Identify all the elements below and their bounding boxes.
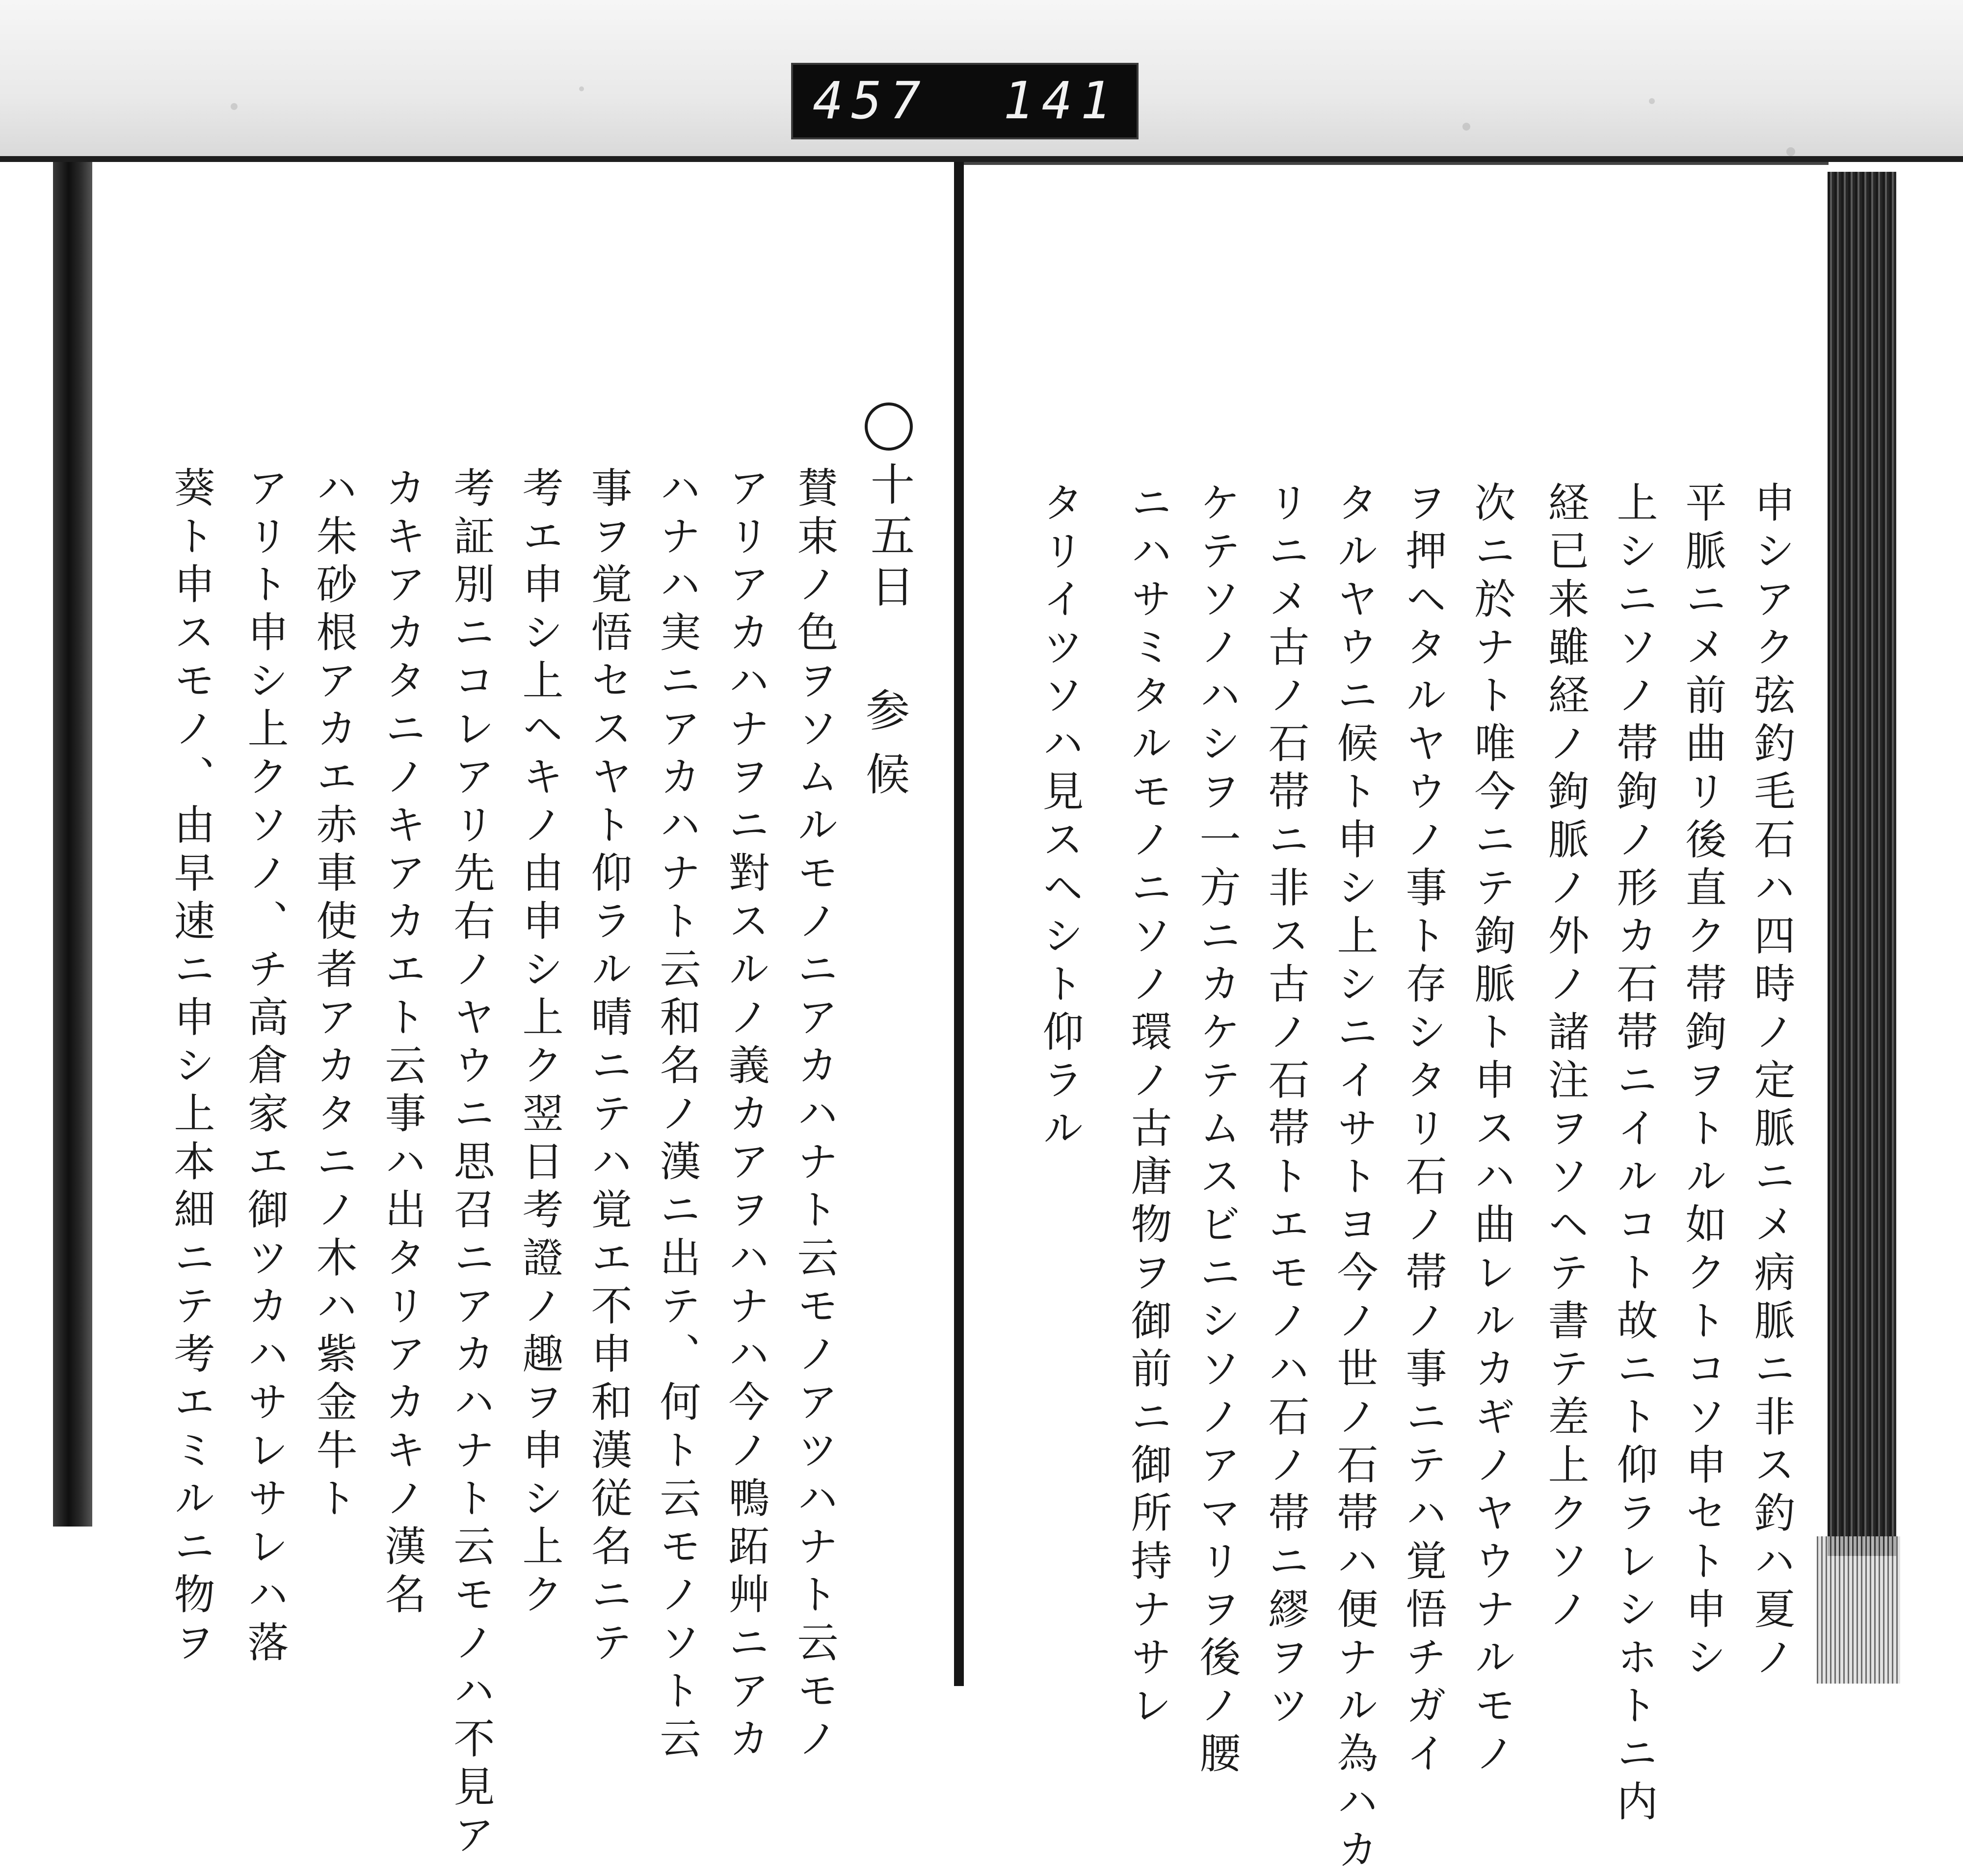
left-page-column: 賛束ノ色ヲソムルモノニアカハナト云モノアツハナト云モノ	[791, 466, 839, 1765]
right-page-column: 申シアク弦釣毛石ハ四時ノ定脈ニメ病脈ニ非ス釣ハ夏ノ	[1748, 481, 1796, 1684]
speck	[231, 103, 238, 110]
book-gutter	[954, 162, 964, 1686]
entry-heading: 参候	[858, 687, 909, 815]
right-page-column: ヲ押ヘタルヤウノ事ト存シタリ石ノ帯ノ事ニテハ覚悟チガイ	[1399, 481, 1447, 1780]
page-top-edge	[0, 156, 1963, 162]
right-page-column: 上シニソノ帯鉤ノ形カ石帯ニイルコト故ニト仰ラレシホトニ内	[1610, 481, 1658, 1828]
circle-mark	[865, 402, 913, 451]
right-page-column: 経已来雖経ノ鉤脈ノ外ノ諸注ヲソヘテ書テ差上クソノ	[1541, 481, 1590, 1635]
speck	[1462, 123, 1470, 131]
left-page-column: 葵ト申スモノ、由早速ニ申シ上本細ニテ考エミルニ物ヲ	[167, 466, 215, 1669]
left-page-column: 事ヲ覚悟セスヤト仰ラル晴ニテハ覚エ不申和漢従名ニテ	[584, 466, 633, 1669]
left-page-column: ハ朱砂根アカエ赤車使者アカタニノ木ハ紫金牛ト	[310, 466, 358, 1525]
right-page-column: 平脈ニメ前曲リ後直ク帯鉤ヲトル如クトコソ申セト申シ	[1679, 481, 1727, 1684]
left-page-column: アリアカハナヲニ對スルノ義カアヲハナハ今ノ鴨跖艸ニアカ	[722, 466, 770, 1765]
left-page-column: 考証別ニコレアリ先右ノヤウニ思召ニアカハナト云モノハ不見ア	[447, 466, 495, 1861]
speck	[1786, 147, 1795, 156]
right-page-column: タリイツソハ見スヘシト仰ラル	[1036, 481, 1084, 1154]
left-page-edge	[53, 162, 92, 1527]
left-page-column: ハナハ実ニアカハナト云和名ノ漢ニ出テ、何ト云モノソト云	[653, 466, 701, 1765]
left-page-column: アリト申シ上クソノ、チ高倉家エ御ツカハサレサレハ落	[241, 466, 289, 1669]
catalog-number-left: 457	[813, 71, 928, 131]
catalog-number-right: 141	[1003, 71, 1119, 131]
right-page-edge-tail	[1817, 1536, 1900, 1684]
entry-date: 十五日	[863, 461, 914, 615]
right-page-top-rule	[964, 162, 1829, 165]
right-page-edge	[1828, 172, 1896, 1556]
right-page-column: 次ニ於ナト唯今ニテ鉤脈ト申スハ曲レルカギノヤウナルモノ	[1468, 481, 1516, 1780]
right-page-column: ケテソノハシヲ一方ニカケテムスビニシソノアマリヲ後ノ腰	[1193, 481, 1241, 1780]
left-page-column: カキアカタニノキアカエト云事ハ出タリアカキノ漢名	[378, 466, 426, 1621]
right-page-column: タルヤウニ候ト申シ上シニイサトヨ今ノ世ノ石帯ハ便ナル為ハカ	[1330, 481, 1379, 1876]
right-page-column: リニメ古ノ石帯ニ非ス古ノ石帯トエモノハ石ノ帯ニ繆ヲツ	[1262, 481, 1310, 1732]
speck	[579, 86, 584, 91]
right-page-column: ニハサミタルモノニソノ環ノ古唐物ヲ御前ニ御所持ナサレ	[1124, 481, 1172, 1732]
left-page-column: 考エ申シ上ヘキノ由申シ上ク翌日考證ノ趣ヲ申シ上ク	[516, 466, 564, 1621]
catalog-label	[791, 63, 1139, 139]
speck	[1649, 98, 1655, 104]
